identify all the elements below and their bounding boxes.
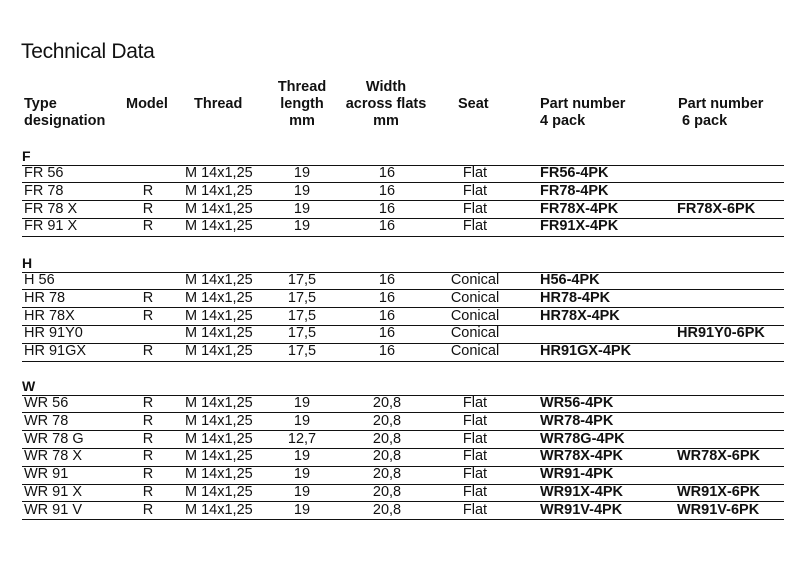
section-label: H: [22, 255, 33, 271]
cell-length: 19: [293, 466, 311, 483]
cell-length: 17,5: [287, 343, 317, 360]
cell-thread: M 14x1,25: [185, 412, 253, 429]
cell-seat: Flat: [462, 501, 488, 518]
page-title: Technical Data: [21, 40, 155, 63]
header-part4-line2: 4 pack: [540, 113, 586, 129]
cell-model: R: [142, 412, 154, 429]
cell-seat: Flat: [462, 165, 488, 181]
cell-seat: Conical: [450, 343, 500, 360]
cell-type: FR 78 X: [24, 200, 78, 217]
table-row: [0, 165, 800, 182]
cell-part4: HR78X-4PK: [540, 307, 620, 324]
header-type-line2: designation: [24, 113, 106, 129]
cell-thread: M 14x1,25: [185, 182, 253, 199]
cell-length: 12,7: [287, 430, 317, 447]
cell-width: 16: [378, 200, 396, 217]
cell-model: R: [142, 484, 154, 500]
cell-type: WR 56: [24, 395, 69, 411]
header-thread-length-line3: mm: [289, 113, 315, 129]
cell-length: 17,5: [287, 272, 317, 288]
cell-model: R: [142, 430, 154, 447]
header-thread-length-line2: length: [280, 96, 324, 112]
cell-model: R: [142, 501, 154, 518]
cell-part6: WR91V-6PK: [677, 501, 760, 518]
cell-width: 20,8: [372, 466, 402, 483]
header-seat: Seat: [458, 96, 489, 112]
cell-thread: M 14x1,25: [185, 218, 253, 235]
cell-model: R: [142, 448, 154, 465]
cell-length: 19: [293, 218, 311, 235]
cell-type: WR 91 X: [24, 484, 83, 500]
cell-thread: M 14x1,25: [185, 501, 253, 518]
header-thread-length-line1: Thread: [277, 79, 327, 95]
table-row: [0, 183, 800, 200]
row-divider: [22, 519, 784, 520]
cell-type: HR 78X: [24, 307, 75, 324]
cell-seat: Conical: [450, 325, 500, 342]
cell-length: 19: [293, 182, 311, 199]
cell-width: 16: [378, 272, 396, 288]
cell-thread: M 14x1,25: [185, 395, 253, 411]
cell-part6: FR78X-6PK: [677, 200, 756, 217]
cell-type: WR 78 X: [24, 448, 83, 465]
cell-part6: WR91X-6PK: [677, 484, 760, 500]
cell-thread: M 14x1,25: [185, 272, 253, 288]
cell-length: 19: [293, 484, 311, 500]
header-part6-line2: 6 pack: [682, 113, 728, 129]
cell-seat: Flat: [462, 484, 488, 500]
cell-thread: M 14x1,25: [185, 307, 253, 324]
cell-width: 16: [378, 343, 396, 360]
cell-width: 16: [378, 325, 396, 342]
cell-part6: WR78X-6PK: [677, 448, 760, 465]
cell-part4: WR78X-4PK: [540, 448, 623, 465]
section-label: W: [22, 378, 36, 394]
cell-seat: Flat: [462, 182, 488, 199]
cell-width: 16: [378, 218, 396, 235]
cell-seat: Flat: [462, 412, 488, 429]
cell-length: 17,5: [287, 307, 317, 324]
cell-part4: WR56-4PK: [540, 395, 614, 411]
cell-thread: M 14x1,25: [185, 200, 253, 217]
cell-type: WR 91 V: [24, 501, 83, 518]
table-row: [0, 343, 800, 360]
cell-width: 16: [378, 182, 396, 199]
table-row: [0, 201, 800, 218]
table-row: [0, 431, 800, 448]
cell-length: 17,5: [287, 325, 317, 342]
header-thread: Thread: [194, 96, 243, 112]
cell-length: 19: [293, 501, 311, 518]
table-row: [0, 218, 800, 235]
cell-width: 16: [378, 289, 396, 306]
row-divider: [22, 236, 784, 237]
cell-seat: Flat: [462, 218, 488, 235]
header-width-line1: Width: [365, 79, 407, 95]
cell-thread: M 14x1,25: [185, 430, 253, 447]
cell-part4: H56-4PK: [540, 272, 600, 288]
cell-type: WR 78: [24, 412, 69, 429]
cell-seat: Conical: [450, 307, 500, 324]
cell-model: R: [142, 182, 154, 199]
cell-type: WR 78 G: [24, 430, 84, 447]
cell-thread: M 14x1,25: [185, 165, 253, 181]
table-row: [0, 395, 800, 412]
cell-length: 19: [293, 395, 311, 411]
cell-seat: Flat: [462, 200, 488, 217]
cell-length: 19: [293, 165, 311, 181]
cell-thread: M 14x1,25: [185, 343, 253, 360]
cell-part4: HR78-4PK: [540, 289, 611, 306]
cell-part4: FR56-4PK: [540, 165, 609, 181]
cell-type: FR 78: [24, 182, 64, 199]
cell-model: [141, 272, 155, 289]
table-row: [0, 466, 800, 483]
cell-part4: WR91X-4PK: [540, 484, 623, 500]
header-model: Model: [126, 96, 168, 112]
cell-width: 20,8: [372, 412, 402, 429]
cell-seat: Conical: [450, 272, 500, 288]
cell-width: 20,8: [372, 395, 402, 411]
cell-part4: FR78-4PK: [540, 182, 609, 199]
cell-type: FR 56: [24, 165, 64, 181]
header-type-line1: Type: [24, 96, 57, 112]
table-row: [0, 325, 800, 342]
cell-seat: Flat: [462, 395, 488, 411]
cell-part4: WR91-4PK: [540, 466, 614, 483]
cell-thread: M 14x1,25: [185, 289, 253, 306]
row-divider: [22, 361, 784, 362]
cell-length: 19: [293, 412, 311, 429]
cell-length: 17,5: [287, 289, 317, 306]
cell-type: HR 91Y0: [24, 325, 83, 342]
header-width-line2: across flats: [345, 96, 427, 112]
cell-width: 16: [378, 165, 396, 181]
table-row: [0, 484, 800, 501]
cell-type: WR 91: [24, 466, 69, 483]
cell-model: R: [142, 200, 154, 217]
table-row: [0, 502, 800, 519]
cell-thread: M 14x1,25: [185, 466, 253, 483]
cell-part6: HR91Y0-6PK: [677, 325, 765, 342]
header-part6-line1: Part number: [678, 96, 764, 112]
cell-model: [141, 325, 155, 342]
cell-part4: WR78-4PK: [540, 412, 614, 429]
cell-thread: M 14x1,25: [185, 448, 253, 465]
cell-width: 20,8: [372, 501, 402, 518]
cell-length: 19: [293, 448, 311, 465]
cell-part4: WR78G-4PK: [540, 430, 625, 447]
header-width-line3: mm: [373, 113, 399, 129]
cell-width: 20,8: [372, 430, 402, 447]
cell-part4: FR78X-4PK: [540, 200, 619, 217]
cell-type: H 56: [24, 272, 55, 288]
table-row: [0, 413, 800, 430]
cell-model: [141, 165, 155, 182]
cell-seat: Flat: [462, 430, 488, 447]
cell-model: R: [142, 289, 154, 306]
cell-model: R: [142, 466, 154, 483]
cell-thread: M 14x1,25: [185, 484, 253, 500]
header-part4-line1: Part number: [540, 96, 626, 112]
cell-thread: M 14x1,25: [185, 325, 253, 342]
table-row: [0, 308, 800, 325]
cell-part4: HR91GX-4PK: [540, 343, 632, 360]
cell-seat: Flat: [462, 466, 488, 483]
cell-length: 19: [293, 200, 311, 217]
cell-model: R: [142, 395, 154, 411]
cell-part4: FR91X-4PK: [540, 218, 619, 235]
table-row: [0, 448, 800, 465]
cell-model: R: [142, 218, 154, 235]
cell-seat: Flat: [462, 448, 488, 465]
table-row: [0, 272, 800, 289]
cell-type: FR 91 X: [24, 218, 78, 235]
cell-width: 20,8: [372, 448, 402, 465]
cell-model: R: [142, 343, 154, 360]
cell-width: 16: [378, 307, 396, 324]
cell-type: HR 78: [24, 289, 66, 306]
section-label: F: [22, 148, 31, 164]
cell-width: 20,8: [372, 484, 402, 500]
cell-seat: Conical: [450, 289, 500, 306]
table-row: [0, 290, 800, 307]
cell-part4: WR91V-4PK: [540, 501, 623, 518]
cell-model: R: [142, 307, 154, 324]
cell-type: HR 91GX: [24, 343, 87, 360]
